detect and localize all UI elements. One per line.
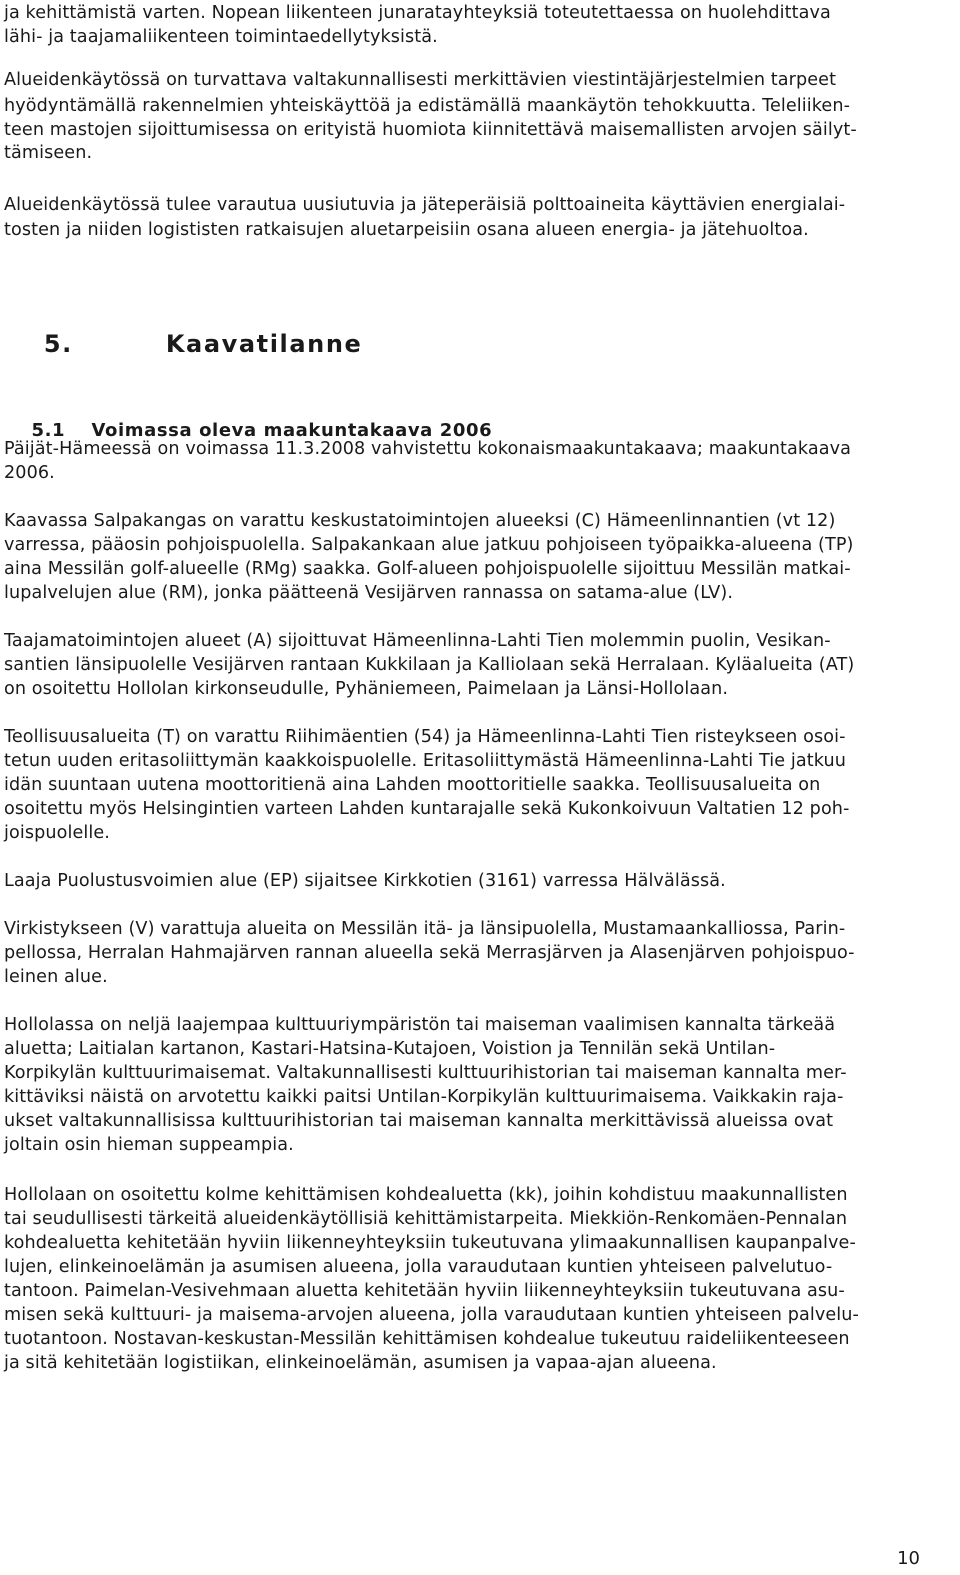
body-text-line: teen mastojen sijoittumisessa on erityistä huomiota kiinnitettävä maisemallisten arvojen säilyt- xyxy=(4,120,857,140)
body-text-line: varressa, pääosin pohjoispuolella. Salpakankaan alue jatkuu pohjoiseen työpaikka-alueena (TP) xyxy=(4,535,854,555)
body-text-line: kittäviksi näistä on arvotettu kaikki paitsi Untilan-Korpikylän kulttuurimaisema. Vaikkakin raja- xyxy=(4,1087,844,1107)
body-text-line: idän suuntaan uutena moottoritienä aina Lahden moottoritielle saakka. Teollisuusalueita on xyxy=(4,775,821,795)
body-text-line: tuotantoon. Nostavan-keskustan-Messilän kehittämisen kohdealue tukeutuu raideliikenteeseen xyxy=(4,1329,850,1349)
body-text-line: lupalvelujen alue (RM), jonka päätteenä Vesijärven rannassa on satama-alue (LV). xyxy=(4,583,734,603)
body-text-line: misen sekä kulttuuri- ja maisema-arvojen alueena, jolla varaudutaan kuntien yhteiseen palvelu- xyxy=(4,1305,859,1325)
body-text-line: tantoon. Paimelan-Vesivehmaan aluetta kehitetään hyviin liikenneyhteyksiin tukeutuvana asu- xyxy=(4,1281,845,1301)
body-text-line: Hollolassa on neljä laajempaa kulttuuriympäristön tai maiseman vaalimisen kannalta tärkeää xyxy=(4,1015,836,1035)
body-text-line: Korpikylän kulttuurimaisemat. Valtakunnallisesti kulttuurihistorian tai maiseman kannalta mer- xyxy=(4,1063,847,1083)
section-number: 5. xyxy=(43,330,73,358)
body-text-line: santien länsipuolelle Vesijärven rantaan Kukkilaan ja Kalliolaan sekä Herralaan. Kyläalueita (AT) xyxy=(4,655,855,675)
subsection-title: Voimassa oleva maakuntakaava 2006 xyxy=(91,420,493,441)
body-text-line: lujen, elinkeinoelämän ja asumisen alueena, jolla varaudutaan kuntien yhteiseen palvelutuo- xyxy=(4,1257,833,1277)
body-text-line: joltain osin hieman suppeampia. xyxy=(4,1135,294,1155)
body-text-line: leinen alue. xyxy=(4,967,108,987)
body-text-line: Alueidenkäytössä on turvattava valtakunnallisesti merkittävien viestintäjärjestelmien tarpeet xyxy=(4,70,837,90)
body-text-line: Virkistykseen (V) varattuja alueita on Messilän itä- ja länsipuolella, Mustamaankalliossa, Parin- xyxy=(4,919,846,939)
body-text-line: aina Messilän golf-alueelle (RMg) saakka. Golf-alueen pohjoispuolelle sijoittuu Messilän matkai- xyxy=(4,559,851,579)
body-text-line: pellossa, Herralan Hahmajärven rannan alueella sekä Merrasjärven ja Alasenjärven pohjoispuo- xyxy=(4,943,855,963)
body-text-line: ukset valtakunnallisissa kulttuurihistorian tai maiseman kannalta merkittävissä alueissa ovat xyxy=(4,1111,834,1131)
section-title: Kaavatilanne xyxy=(165,330,363,358)
body-text-line: ja sitä kehitetään logistiikan, elinkeinoelämän, asumisen ja vapaa-ajan alueena. xyxy=(4,1353,717,1373)
body-text-line: Kaavassa Salpakangas on varattu keskustatoimintojen alueeksi (C) Hämeenlinnantien (vt 12) xyxy=(4,511,836,531)
body-text-line: osoitettu myös Helsingintien varteen Lahden kuntarajalle sekä Kukonkoivuun Valtatien 12 poh- xyxy=(4,799,850,819)
body-text-line: joispuolelle. xyxy=(4,823,110,843)
body-text-line: Alueidenkäytössä tulee varautua uusiutuvia ja jäteperäisiä polttoaineita käyttävien energialai- xyxy=(4,195,846,215)
body-text-line: Teollisuusalueita (T) on varattu Riihimäentien (54) ja Hämeenlinna-Lahti Tien risteykseen osoi- xyxy=(4,727,846,747)
subsection-number: 5.1 xyxy=(31,420,66,441)
body-text-line: Päijät-Hämeessä on voimassa 11.3.2008 vahvistettu kokonaismaakuntakaava; maakuntakaava xyxy=(4,439,851,459)
body-text-line: 2006. xyxy=(4,463,55,483)
body-text-line: tämiseen. xyxy=(4,143,93,163)
body-text-line: on osoitettu Hollolan kirkonseudulle, Pyhäniemeen, Paimelaan ja Länsi-Hollolaan. xyxy=(4,679,729,699)
body-text-line: tetun uuden eritasoliittymän kaakkoispuolelle. Eritasoliittymästä Hämeenlinna-Lahti Tie jatkuu xyxy=(4,751,847,771)
page-number: 10 xyxy=(897,1548,920,1569)
body-text-line: Laaja Puolustusvoimien alue (EP) sijaitsee Kirkkotien (3161) varressa Hälvälässä. xyxy=(4,871,726,891)
body-text-line: aluetta; Laitialan kartanon, Kastari-Hatsina-Kutajoen, Voistion ja Tennilän sekä Untilan- xyxy=(4,1039,776,1059)
body-text-line: kohdealuetta kehitetään hyviin liikenneyhteyksiin tukeutuvana ylimaakunnallisen kaupanpalve- xyxy=(4,1233,856,1253)
body-text-line: ja kehittämistä varten. Nopean liikenteen junaratayhteyksiä toteutettaessa on huolehdittava xyxy=(4,3,831,23)
body-text-line: lähi- ja taajamaliikenteen toimintaedellytyksistä. xyxy=(4,27,438,47)
section-heading xyxy=(4,302,362,386)
body-text-line: tosten ja niiden logististen ratkaisujen aluetarpeisiin osana alueen energia- ja jätehuoltoa. xyxy=(4,220,809,240)
body-text-line: tai seudullisesti tärkeitä alueidenkäytöllisiä kehittämistarpeita. Miekkiön-Renkomäen-Pennalan xyxy=(4,1209,848,1229)
body-text-line: hyödyntämällä rakennelmien yhteiskäyttöä ja edistämällä maankäytön tehokkuutta. Teleliiken- xyxy=(4,96,851,116)
body-text-line: Hollolaan on osoitettu kolme kehittämisen kohdealuetta (kk), joihin kohdistuu maakunnallisten xyxy=(4,1185,848,1205)
body-text-line: Taajamatoimintojen alueet (A) sijoittuvat Hämeenlinna-Lahti Tien molemmin puolin, Vesikan- xyxy=(4,631,831,651)
